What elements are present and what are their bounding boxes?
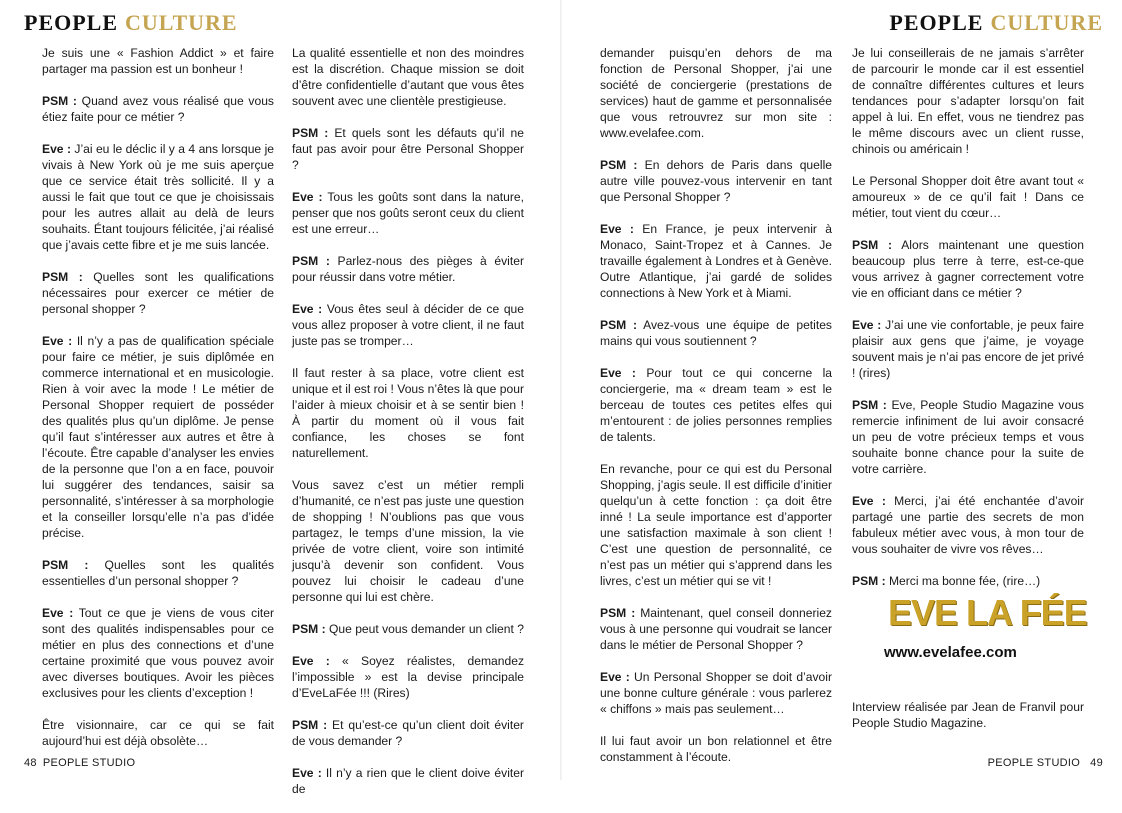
- article-paragraph: [292, 365, 524, 461]
- interview-exchange: [852, 237, 1084, 301]
- paragraph-text: Vous êtes seul à décider de ce que vous allez proposer à votre client, il ne faut juste pas se tromper…: [292, 302, 524, 348]
- interview-exchange: [292, 125, 524, 173]
- paragraph-text: Quand avez vous réalisé que vous étiez faite pour ce métier ?: [42, 94, 274, 124]
- speaker-label: Eve :: [292, 766, 322, 780]
- interview-exchange: [600, 317, 832, 349]
- speaker-label: PSM :: [42, 558, 89, 572]
- masthead-word-culture: CULTURE: [125, 10, 238, 35]
- masthead-word-people: PEOPLE: [889, 10, 984, 35]
- article-paragraph: [42, 717, 274, 749]
- article-paragraph: [292, 45, 524, 109]
- paragraph-text: Tout ce que je viens de vous citer sont des qualités indispensables pour ce métier en plus des connections et d’une certaine proximité que vous pouvez avoir avec diverses boutiques. Avoir les pièces exclusives pour les clients d’exception !: [42, 606, 275, 700]
- interview-exchange: [42, 557, 274, 589]
- speaker-label: Eve :: [852, 318, 882, 332]
- article-paragraph: [292, 477, 524, 605]
- speaker-label: PSM :: [600, 158, 638, 172]
- paragraph-text: Eve, People Studio Magazine vous remercie infiniment de lui avoir consacré un peu de votre précieux temps et vous souhaite bonne chance pour la suite de votre carrière.: [852, 398, 1084, 476]
- logo-url: www.evelafee.com: [884, 644, 1017, 661]
- interview-exchange: [292, 717, 524, 749]
- paragraph-text: En revanche, pour ce qui est du Personal Shopping, j’agis seule. Il est difficile d’initier quelqu’un à cette fonction : ça doit être inné ! La seule importance est d’apporter une satisfaction maximale à son client ! C’est une question de personnalité, ce n’est pas un métier qui s’apprend dans les livres, c’est un métier qui se vit !: [600, 462, 832, 588]
- paragraph-text: En dehors de Paris dans quelle autre ville pouvez-vous intervenir en tant que Personal Shopper ?: [600, 158, 832, 204]
- speaker-label: PSM :: [600, 318, 637, 332]
- paragraph-text: Être visionnaire, car ce qui se fait aujourd’hui est déjà obsolète…: [42, 718, 274, 748]
- paragraph-text: Il n’y a rien que le client doive éviter de: [292, 766, 524, 796]
- article-column-3: [600, 45, 832, 781]
- interview-exchange: [42, 605, 274, 701]
- paragraph-text: Que peut vous demander un client ?: [328, 622, 524, 636]
- speaker-label: Eve :: [42, 606, 74, 620]
- column-4-footer: [852, 592, 1087, 731]
- speaker-label: PSM :: [292, 718, 328, 732]
- interview-exchange: [42, 333, 274, 541]
- paragraph-text: La qualité essentielle et non des moindres est la discrétion. Chaque mission se doit d’être confidentielle d’autant que vous êtes souvent avec une clientèle prestigieuse.: [292, 46, 524, 108]
- paragraph-text: J’ai une vie confortable, je peux faire plaisir aux gens que j’aime, je voyage souvent mais je n’ai pas encore de jet privé ! (rires): [852, 318, 1085, 380]
- speaker-label: PSM :: [292, 126, 329, 140]
- paragraph-text: « Soyez réalistes, demandez l’impossible » est la devise principale d’EveLaFée !!! (Rires): [292, 654, 524, 700]
- paragraph-text: Il n’y a pas de qualification spéciale pour faire ce métier, je suis diplômée en commerce international et en musicologie. Rien à voir avec la mode ! Le métier de Personal Shopper requiert de posséder des qualités plus qu’un diplôme. Je pense qu’il faut s’intéresser aux autres et être à l’écoute. Être capable d’analyser les envies de la personne que l’on a en face, pouvoir lui suggérer des tendances, saisir sa personnalité, s’intéresser à sa morphologie et la conseiller lorsqu’elle n’a pas d’idée précise.: [42, 334, 274, 540]
- page-number-left: 48: [24, 757, 37, 769]
- interview-exchange: [42, 141, 274, 253]
- interview-exchange: [292, 301, 524, 349]
- interview-exchange: [852, 397, 1084, 477]
- speaker-label: PSM :: [852, 238, 893, 252]
- paragraph-text: Je suis une « Fashion Addict » et faire partager ma passion est un bonheur !: [42, 46, 274, 76]
- speaker-label: Eve :: [42, 334, 73, 348]
- article-paragraph: [600, 45, 832, 141]
- article-column-2: [292, 45, 524, 813]
- paragraph-text: Maintenant, quel conseil donneriez vous à une personne qui voudrait se lancer dans le métier de Personal Shopper ?: [600, 606, 832, 652]
- article-column-4: [852, 45, 1087, 747]
- interview-exchange: [852, 493, 1084, 557]
- masthead-word-people: PEOPLE: [24, 10, 119, 35]
- paragraph-text: demander puisqu’en dehors de ma fonction de Personal Shopper, j’ai une société de conciergerie (prestations de services) haut de gamme et personnalisée que vous retrouvrez sur mon site : www.evelafee.com.: [600, 46, 832, 140]
- evelafee-logo: [852, 592, 1087, 677]
- speaker-label: Eve :: [292, 302, 323, 316]
- speaker-label: PSM :: [292, 622, 326, 636]
- speaker-label: PSM :: [600, 606, 636, 620]
- speaker-label: Eve :: [600, 222, 634, 236]
- interview-exchange: [42, 269, 274, 317]
- interview-exchange: [600, 365, 832, 445]
- speaker-label: PSM :: [42, 270, 83, 284]
- interview-exchange: [292, 253, 524, 285]
- speaker-label: Eve :: [292, 190, 323, 204]
- magazine-name-left: PEOPLE STUDIO: [42, 757, 136, 769]
- interview-exchange: [852, 573, 1084, 589]
- article-paragraph: [42, 45, 274, 77]
- interview-exchange: [600, 221, 832, 301]
- speaker-label: PSM :: [852, 398, 887, 412]
- left-folio: [24, 757, 135, 769]
- right-masthead: [889, 10, 1103, 36]
- interview-exchange: [42, 93, 274, 125]
- interview-exchange: [600, 157, 832, 205]
- interview-exchange: [292, 765, 524, 797]
- paragraph-text: Et quels sont les défauts qu’il ne faut pas avoir pour être Personal Shopper ?: [292, 126, 524, 172]
- page-number-right: 49: [1090, 757, 1103, 769]
- paragraph-text: Tous les goûts sont dans la nature, penser que nos goûts seront ceux du client est une erreur…: [292, 190, 524, 236]
- speaker-label: PSM :: [42, 94, 77, 108]
- article-paragraph: [600, 733, 832, 765]
- article-column-1: [42, 45, 274, 765]
- interview-exchange: [600, 605, 832, 653]
- left-masthead: [24, 10, 238, 36]
- paragraph-text: Quelles sont les qualifications nécessaires pour exercer ce métier de personal shopper ?: [42, 270, 274, 316]
- interview-credit: Interview réalisée par Jean de Franvil pour People Studio Magazine.: [852, 700, 1084, 730]
- magazine-name-right: PEOPLE STUDIO: [987, 757, 1081, 769]
- paragraph-text: Il faut rester à sa place, votre client est unique et il est roi ! Vous n’êtes là que pour l’aider à mieux choisir et à se sentir bien ! À partir du moment où il vous fait confiance, les choses se font naturellement.: [292, 366, 524, 460]
- speaker-label: Eve :: [42, 142, 71, 156]
- right-folio: [988, 757, 1103, 769]
- paragraph-text: Merci ma bonne fée, (rire…): [888, 574, 1041, 588]
- speaker-label: Eve :: [600, 670, 630, 684]
- paragraph-text: Le Personal Shopper doit être avant tout « amoureux » de ce qu’il fait ! Dans ce métier, tout vient du cœur…: [852, 174, 1084, 220]
- interview-exchange: [852, 317, 1084, 381]
- paragraph-text: Alors maintenant une question beaucoup plus terre à terre, est-ce-que vous arrivez à gagner correctement votre vie en officiant dans ce métier ?: [852, 238, 1084, 300]
- paragraph-text: Quelles sont les qualités essentielles d’un personal shopper ?: [42, 558, 274, 588]
- page-gutter: [560, 0, 562, 780]
- paragraph-text: Et qu’est-ce qu’un client doit éviter de vous demander ?: [292, 718, 524, 748]
- paragraph-text: Pour tout ce qui concerne la conciergerie, ma « dream team » est le berceau de toutes ces petites elfes qui m’entourent : de jolies personnes remplies de talents.: [600, 366, 833, 444]
- speaker-label: PSM :: [292, 254, 330, 268]
- interview-exchange: [600, 669, 832, 717]
- article-paragraph: [600, 461, 832, 589]
- interview-exchange: [292, 621, 524, 637]
- speaker-label: Eve :: [852, 494, 886, 508]
- speaker-label: PSM :: [852, 574, 886, 588]
- paragraph-text: Un Personal Shopper se doit d’avoir une bonne culture générale : vous parlerez « chiffons » mais pas seulement…: [600, 670, 832, 716]
- paragraph-text: Je lui conseillerais de ne jamais s’arrêter de parcourir le monde car il est essentiel de connaître différentes cultures et leurs tendances pour s’adapter lorsqu’on fait appel à lui. En effet, vous ne tiendrez pas le même discours avec un client russe, chinois ou américain !: [852, 46, 1084, 156]
- speaker-label: Eve :: [600, 366, 636, 380]
- masthead-word-culture: CULTURE: [990, 10, 1103, 35]
- speaker-label: Eve :: [292, 654, 330, 668]
- interview-exchange: [292, 189, 524, 237]
- paragraph-text: J’ai eu le déclic il y a 4 ans lorsque je vivais à New York où je me suis aperçue que ce service était très sollicité. Il y a aussi le fait que tout ce que je choisissais pour les autres allait au delà de leurs souhaits. Étant toujours félicitée, j’ai réalisé que j’avais cette fibre et je me suis lancée.: [42, 142, 274, 252]
- paragraph-text: Avez-vous une équipe de petites mains qui vous soutiennent ?: [600, 318, 832, 348]
- paragraph-text: Il lui faut avoir un bon relationnel et être constamment à l’écoute.: [600, 734, 832, 764]
- paragraph-text: Parlez-nous des pièges à éviter pour réussir dans votre métier.: [292, 254, 524, 284]
- paragraph-text: En France, je peux intervenir à Monaco, Saint-Tropez et à Cannes. Je travaille également à Londres et à Genève. Outre Atlantique, j’ai gardé de solides connections à New York et à Miami.: [600, 222, 833, 300]
- logo-name: EVE LA FÉE: [888, 592, 1087, 633]
- paragraph-text: Merci, j’ai été enchantée d’avoir partagé une partie des secrets de mon fabuleux métier avec vous, à mon tour de vous souhaiter de vivre vos rêves…: [852, 494, 1085, 556]
- article-paragraph: [852, 173, 1084, 221]
- paragraph-text: Vous savez c’est un métier rempli d’humanité, ce n’est pas juste une question de shopping ! N’oublions pas que vous partagez, le temps d’une mission, la vie privée de votre client, voire son intimité jusqu’à devenir son confident. Vous pouvez lui choisir le cadeau d’une personne qui lui est chère.: [292, 478, 524, 604]
- interview-exchange: [292, 653, 524, 701]
- article-paragraph: [852, 45, 1084, 157]
